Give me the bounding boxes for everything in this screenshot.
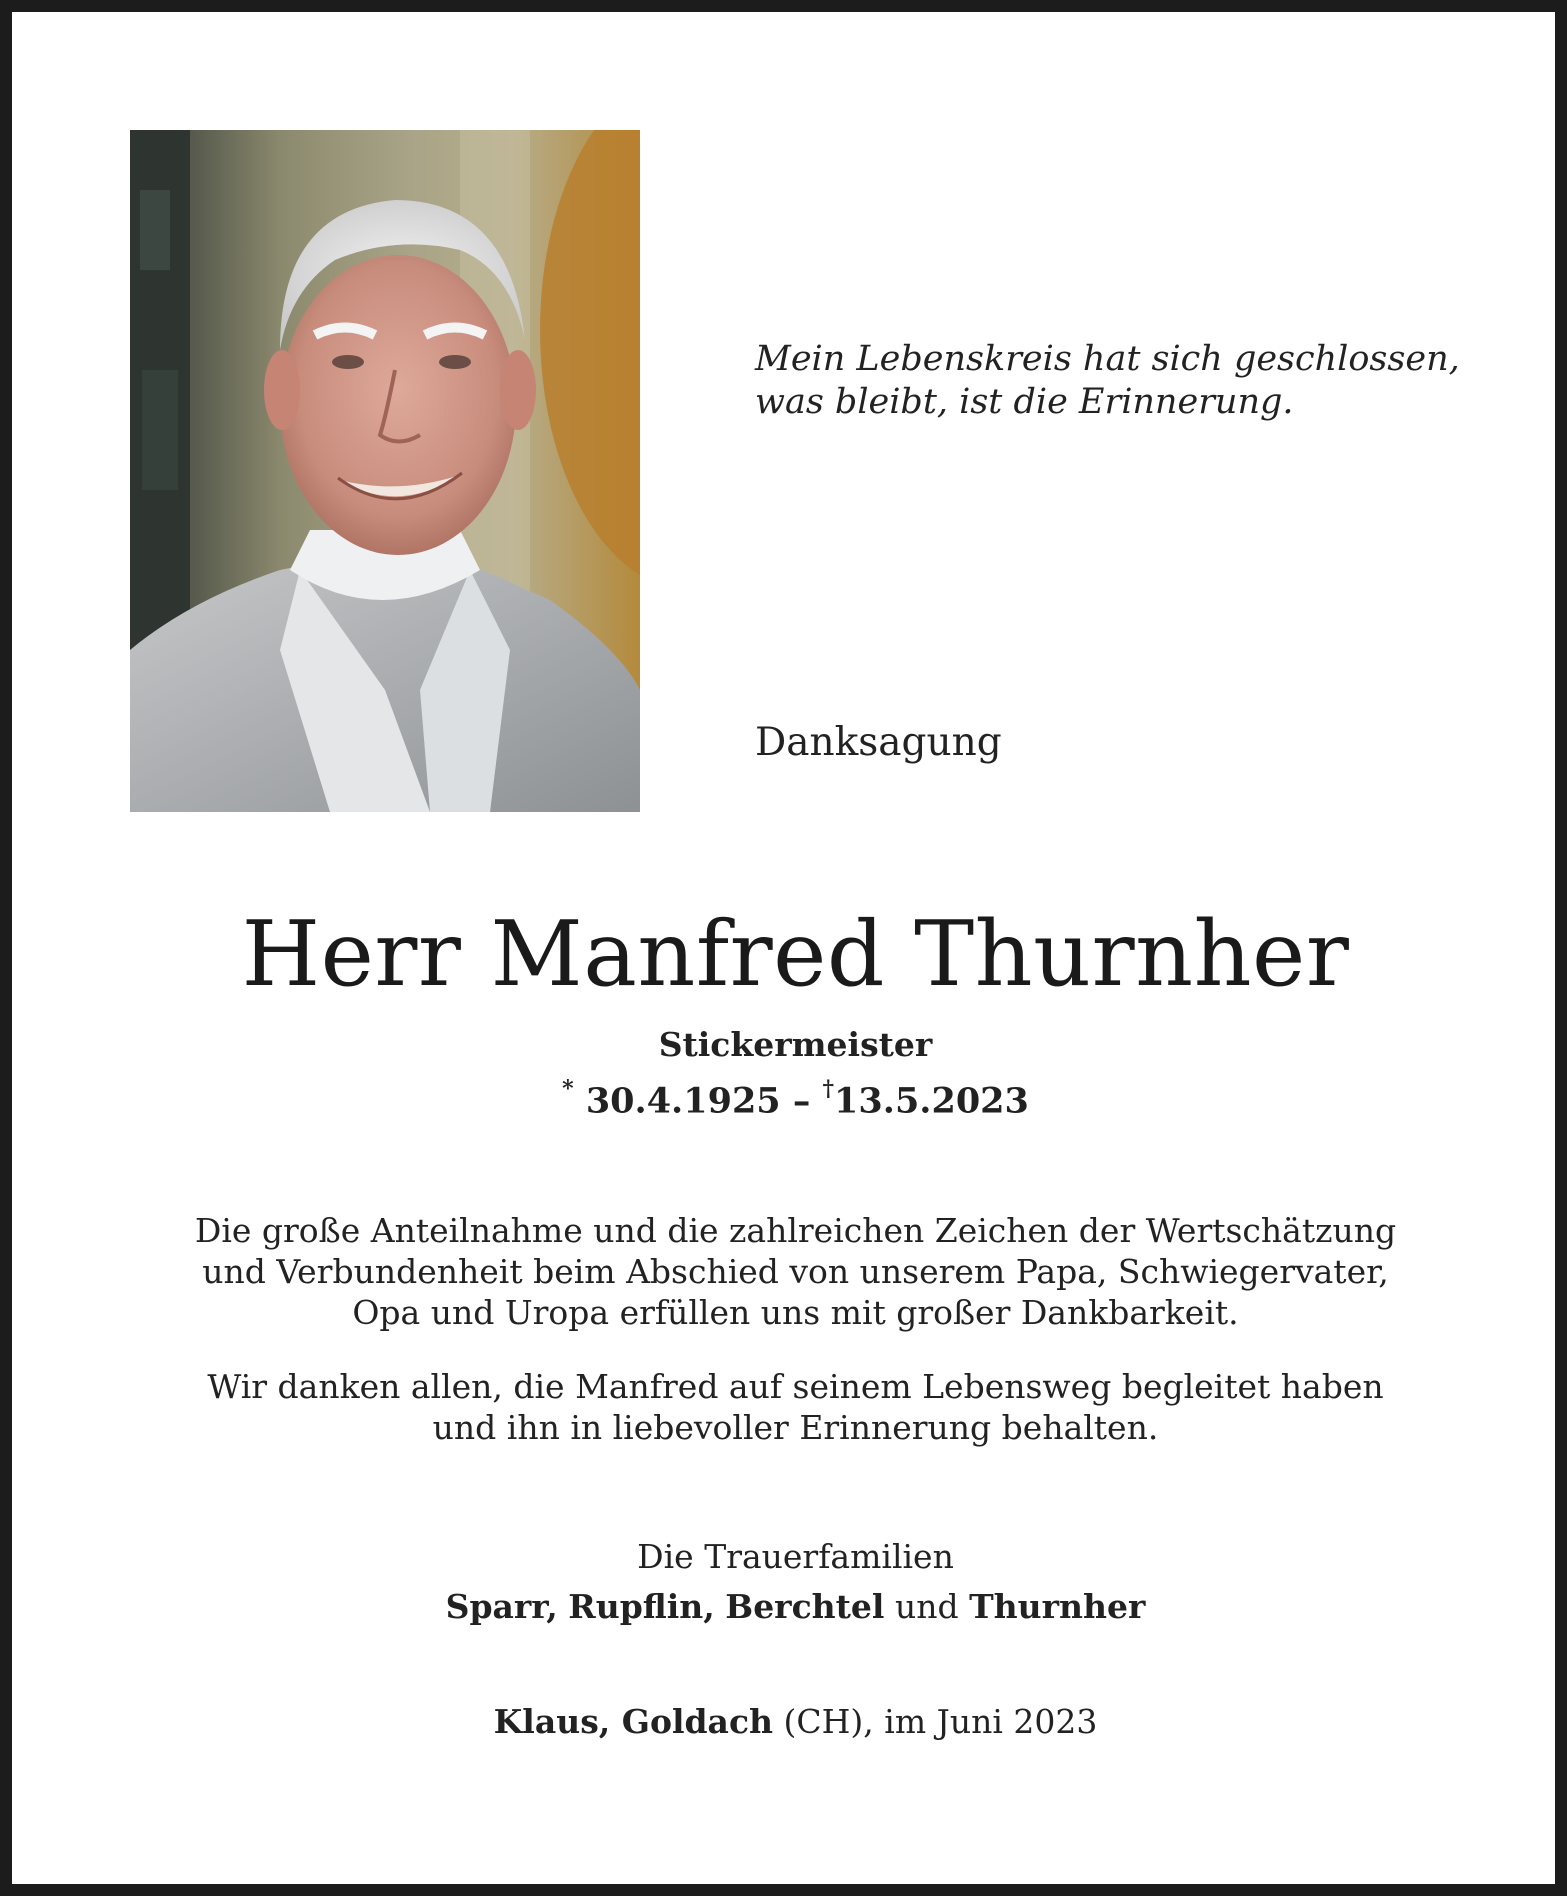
- family-names: [24, 1587, 1567, 1626]
- quote-line-1: Mein Lebenskreis hat sich geschlossen,: [755, 339, 1460, 379]
- heading-danksagung: Danksagung: [755, 720, 1002, 765]
- deceased-name: Herr Manfred Thurnher: [241, 902, 1350, 1007]
- family-berchtel: Berchtel: [725, 1587, 885, 1626]
- quote-line-2: was bleibt, ist die Erinnerung.: [755, 382, 1294, 422]
- place-date: [24, 1702, 1567, 1741]
- place-towns: Klaus, Goldach: [493, 1702, 774, 1741]
- place-country-date: (CH), im Juni 2023: [783, 1702, 1098, 1741]
- paragraph2-line-2: und ihn in liebevoller Erinnerung behalten.: [432, 1408, 1159, 1447]
- thanks-paragraph-2: [24, 1366, 1567, 1448]
- death-symbol: †: [822, 1076, 835, 1102]
- paragraph1-line-1: Die große Anteilnahme und die zahlreichen Zeichen der Wertschätzung: [194, 1211, 1397, 1250]
- death-date: 13.5.2023: [834, 1080, 1029, 1122]
- deceased-profession: Stickermeister: [658, 1025, 933, 1064]
- paragraph1-line-3: Opa und Uropa erfüllen uns mit großer Dankbarkeit.: [352, 1293, 1239, 1332]
- date-separator: –: [792, 1080, 811, 1122]
- paragraph2-line-1: Wir danken allen, die Manfred auf seinem Lebensweg begleitet haben: [207, 1367, 1384, 1406]
- family-conjunction: und: [894, 1587, 959, 1626]
- family-thurnher: Thurnher: [969, 1587, 1146, 1626]
- thanks-paragraph-1: [24, 1210, 1567, 1333]
- portrait-photo: [130, 130, 640, 812]
- birth-date: 30.4.1925: [585, 1080, 781, 1122]
- portrait-image: [130, 130, 640, 812]
- life-dates: [24, 1076, 1567, 1122]
- quote: [755, 338, 1460, 424]
- birth-symbol: *: [562, 1076, 574, 1102]
- family-rupflin: Rupflin,: [568, 1587, 715, 1626]
- paragraph1-line-2: und Verbundenheit beim Abschied von unserem Papa, Schwiegervater,: [202, 1252, 1389, 1291]
- family-sparr: Sparr,: [445, 1587, 558, 1626]
- closing-label: Die Trauerfamilien: [637, 1537, 954, 1576]
